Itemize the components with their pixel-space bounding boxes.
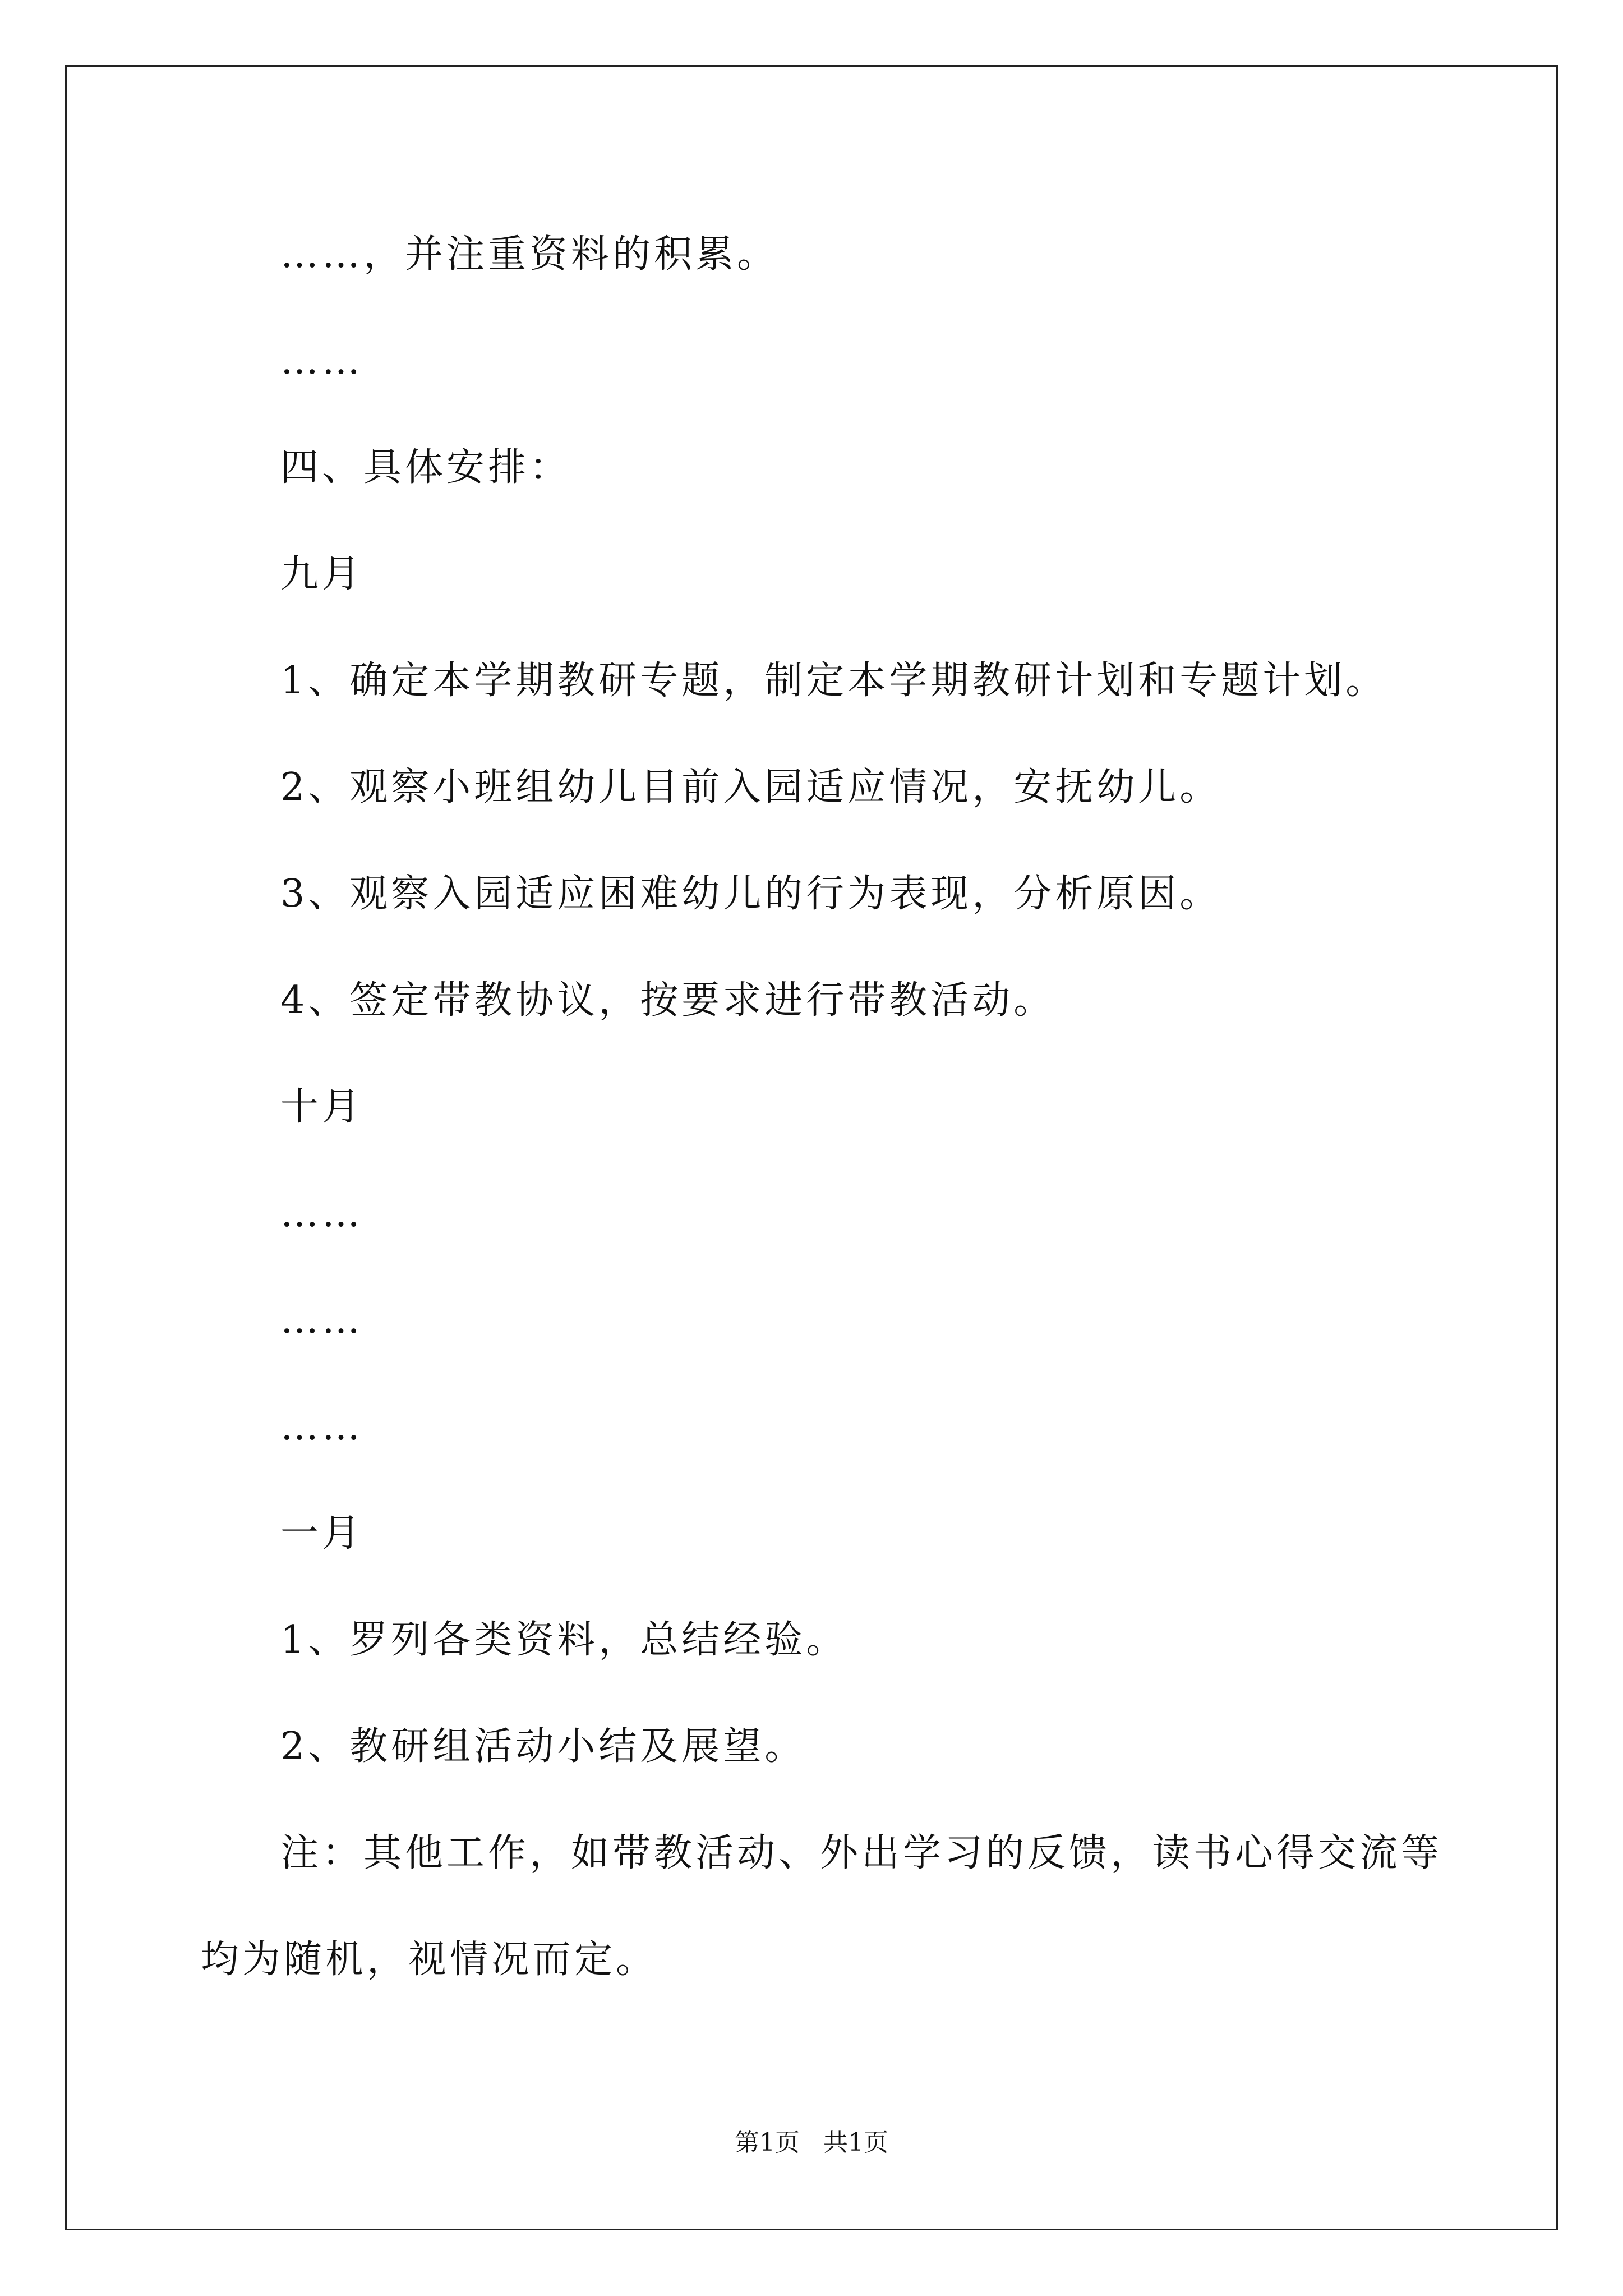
month-heading-september: 九月 xyxy=(280,552,364,596)
note-paragraph-line-2: 均为随机，视情况而定。 xyxy=(201,1938,658,1982)
section-heading: 四、具体安排： xyxy=(280,445,571,490)
list-item: 2、教研组活动小结及展望。 xyxy=(280,1724,806,1769)
list-item: 3、观察入园适应困难幼儿的行为表现，分析原因。 xyxy=(280,872,1221,916)
note-paragraph-line-1: 注：其他工作，如带教活动、外出学习的反馈，读书心得交流等 xyxy=(280,1831,1443,1875)
list-item: 2、观察小班组幼儿目前入园适应情况，安抚幼儿。 xyxy=(280,765,1221,809)
list-item: 1、罗列各类资料，总结经验。 xyxy=(280,1618,848,1662)
paragraph-2: …… xyxy=(280,339,363,383)
month-heading-january: 一月 xyxy=(280,1511,364,1556)
page-number: 第1页 xyxy=(735,2128,800,2157)
page-total: 共1页 xyxy=(823,2128,888,2157)
paragraph-1: ……，并注重资料的积累。 xyxy=(280,232,779,277)
list-item: 4、签定带教协议，按要求进行带教活动。 xyxy=(280,978,1055,1023)
list-item: 1、确定本学期教研专题，制定本学期教研计划和专题计划。 xyxy=(280,659,1387,703)
ellipsis-line: …… xyxy=(280,1405,363,1449)
page-footer xyxy=(0,2128,1623,2157)
ellipsis-line: …… xyxy=(280,1191,363,1236)
month-heading-october: 十月 xyxy=(280,1085,364,1129)
ellipsis-line: …… xyxy=(280,1298,363,1342)
